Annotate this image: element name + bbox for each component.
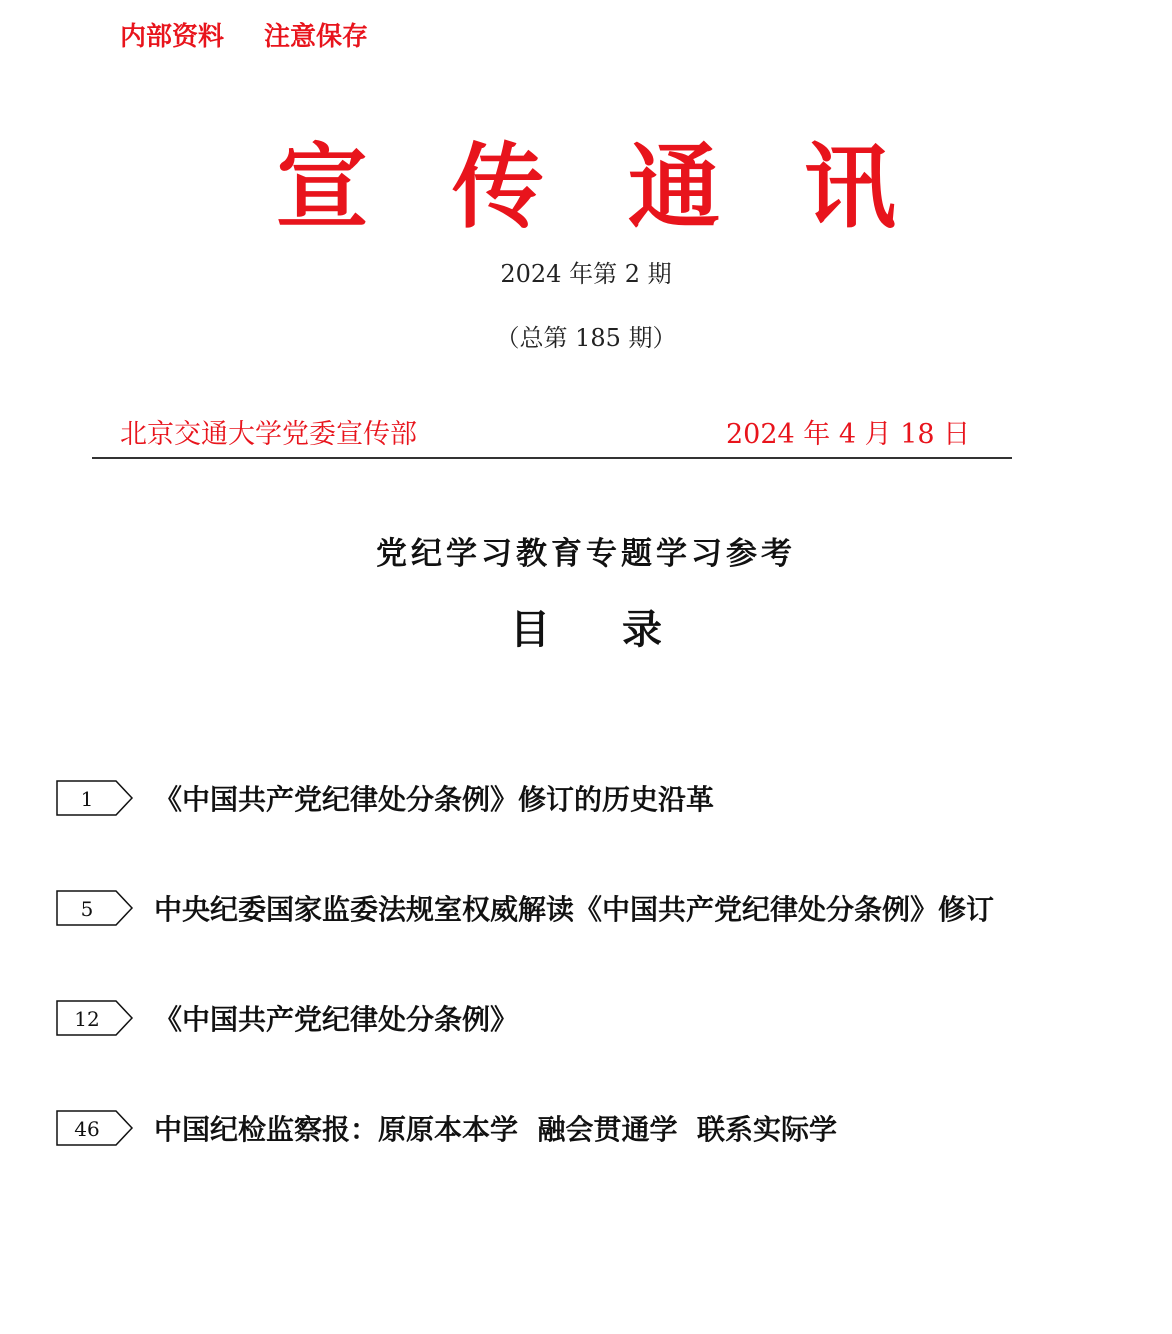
topic-heading: 党纪学习教育专题学习参考 — [376, 536, 796, 572]
toc-page-number: 5 — [80, 897, 94, 921]
toc-item-4[interactable] — [56, 1106, 837, 1150]
toc-item-3[interactable] — [56, 996, 518, 1040]
title-char-1: 宣 — [275, 133, 368, 241]
confidential-mark — [120, 16, 368, 56]
toc-entry-title: 中央纪委国家监委法规室权威解读《中国共产党纪律处分条例》修订 — [154, 893, 995, 926]
total-issue-number: （总第 185 期） — [495, 324, 677, 352]
toc-entry-title: 《中国共产党纪律处分条例》修订的历史沿革 — [154, 783, 715, 816]
toc-page-number: 46 — [74, 1117, 100, 1141]
toc-heading — [0, 596, 1172, 656]
toc-heading-char-1: 目 — [510, 605, 550, 653]
confidential-label-internal: 内部资料 — [120, 22, 225, 52]
toc-heading-char-2: 录 — [622, 605, 662, 653]
page-tag-arrow-icon — [56, 780, 134, 816]
toc-item-1[interactable] — [56, 776, 714, 820]
title-char-4: 讯 — [804, 133, 897, 241]
page-tag-arrow-icon — [56, 1110, 134, 1146]
confidential-label-keep: 注意保存 — [264, 22, 369, 52]
title-char-3: 通 — [628, 133, 721, 241]
title-char-2: 传 — [451, 133, 544, 241]
publication-date: 2024 年 4 月 18 日 — [726, 419, 971, 450]
toc-entry-title: 《中国共产党纪律处分条例》 — [154, 1003, 519, 1036]
page-tag-arrow-icon — [56, 1000, 134, 1036]
publisher-name: 北京交通大学党委宣传部 — [120, 419, 417, 450]
issue-number: 2024 年第 2 期 — [500, 260, 672, 288]
toc-page-number: 12 — [74, 1007, 100, 1031]
publication-title — [0, 120, 1172, 240]
toc-item-2[interactable] — [56, 886, 994, 930]
toc-entry-title: 中国纪检监察报：原原本本学 融会贯通学 联系实际学 — [154, 1113, 837, 1146]
page-tag-arrow-icon — [56, 890, 134, 926]
toc-page-number: 1 — [80, 787, 94, 811]
header-divider — [92, 457, 1012, 459]
